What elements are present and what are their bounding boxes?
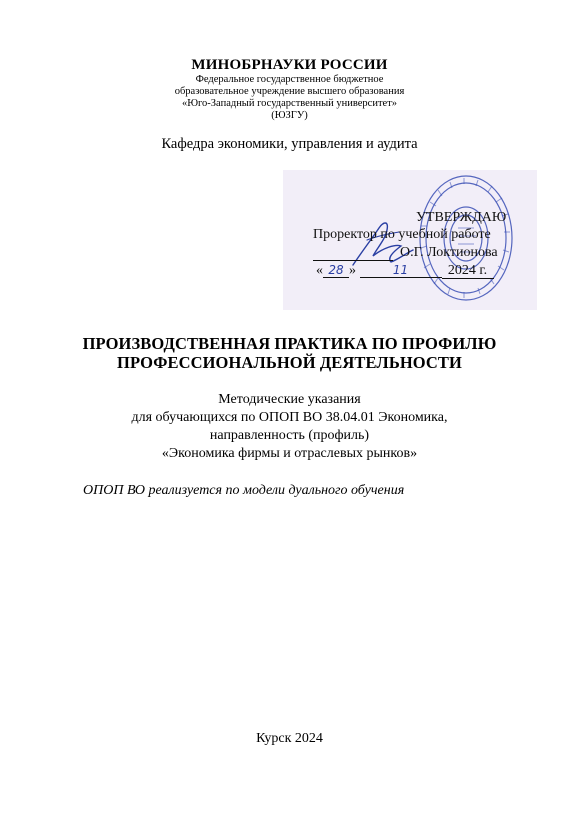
dual-education-note: ОПОП ВО реализуется по модели дуального обучения (83, 483, 405, 498)
date-month: 11 (360, 263, 442, 278)
ministry-name: МИНОБРНАУКИ РОССИИ (191, 57, 388, 73)
guidelines-line-2: для обучающихся по ОПОП ВО 38.04.01 Экономика, (131, 410, 448, 425)
approval-heading: УТВЕРЖДАЮ (416, 210, 507, 225)
date-day: 28 (323, 263, 349, 278)
institution-line-4: (ЮЗГУ) (271, 110, 308, 121)
approval-position: Проректор по учебной работе (313, 227, 491, 242)
guidelines-line-3: направленность (профиль) (209, 428, 370, 443)
institution-line-2: образовательное учреждение высшего образования (174, 86, 405, 97)
guidelines-line-4: «Экономика фирмы и отраслевых рынков» (161, 446, 418, 461)
approval-signer: О.Г. Локтионова (400, 245, 498, 260)
city-year: Курск 2024 (256, 731, 323, 746)
institution-line-3: «Юго-Западный государственный университет» (181, 98, 398, 109)
date-year: 2024 г. (442, 264, 494, 279)
date-mid-quote: » (349, 263, 356, 278)
guidelines-line-1: Методические указания (218, 392, 361, 407)
institution-line-1: Федеральное государственное бюджетное (195, 74, 384, 85)
document-title-line-2: ПРОФЕССИОНАЛЬНОЙ ДЕЯТЕЛЬНОСТИ (117, 353, 462, 372)
signature-line (313, 260, 393, 261)
document-title-line-1: ПРОИЗВОДСТВЕННАЯ ПРАКТИКА ПО ПРОФИЛЮ (82, 334, 497, 353)
department-name: Кафедра экономики, управления и аудита (161, 136, 418, 152)
approval-block (283, 170, 537, 310)
date-open-quote: « (316, 263, 323, 278)
approval-date (316, 263, 494, 279)
